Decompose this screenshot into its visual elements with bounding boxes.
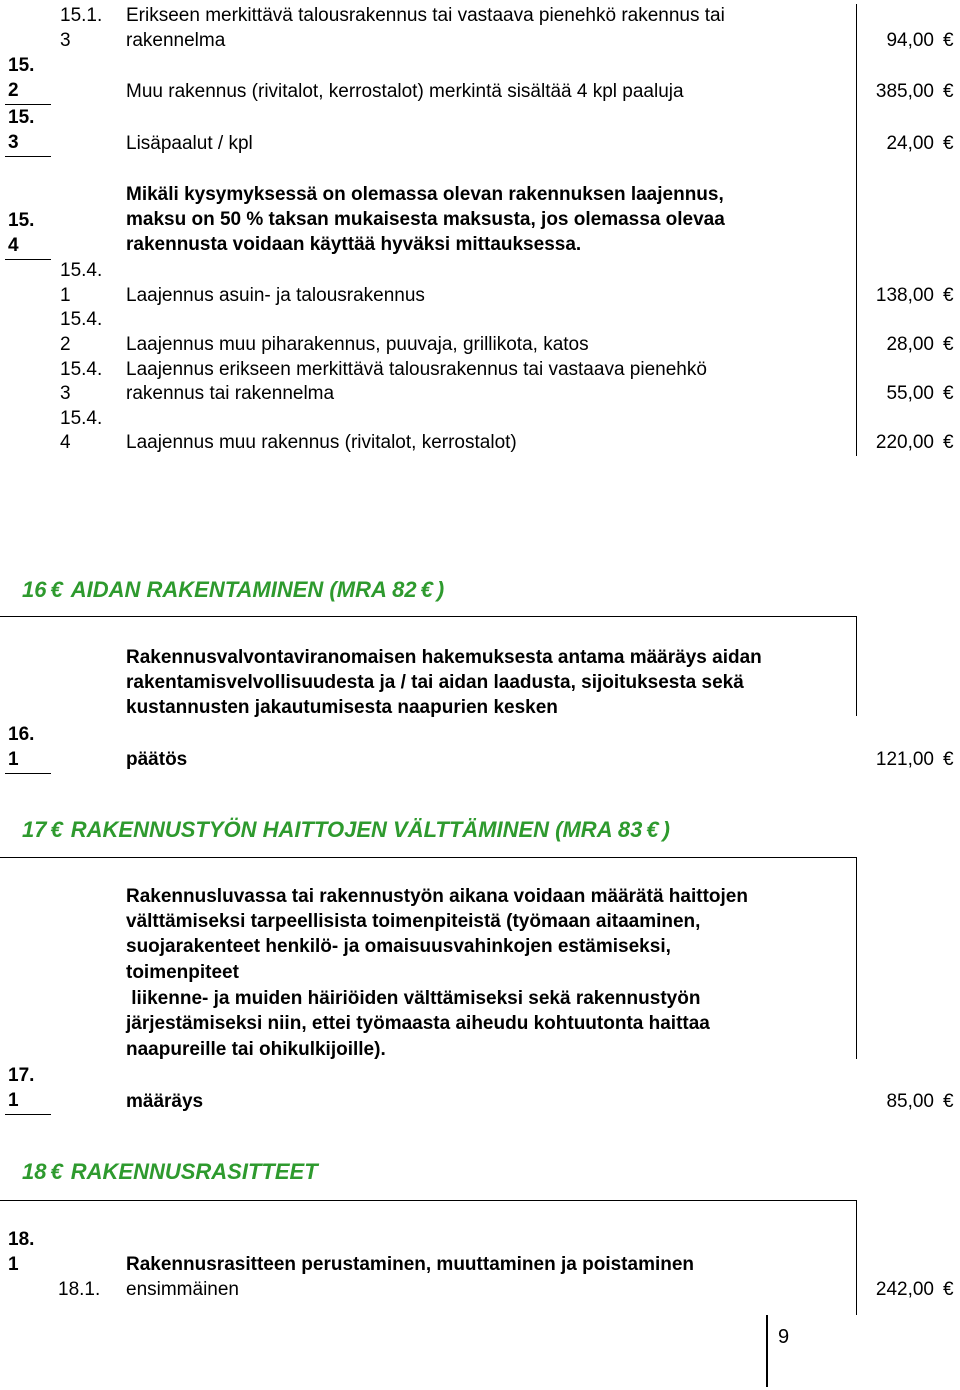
item-description: välttämiseksi tarpeellisista toimenpiteistä (työmaan aitaaminen, — [126, 911, 701, 932]
price: 28,00 — [886, 334, 934, 355]
section-number: 18 — [22, 1159, 47, 1184]
section-divider — [0, 616, 857, 617]
price: 85,00 — [886, 1091, 934, 1112]
euro-symbol: € — [420, 577, 433, 602]
item-number: 4 — [60, 432, 71, 453]
item-number: 3 — [60, 383, 71, 404]
item-description: toimenpiteet — [126, 962, 239, 983]
section-heading-16 — [22, 577, 444, 603]
item-number: 2 — [8, 80, 19, 101]
price: 94,00 — [886, 30, 934, 51]
item-text: Laajennus asuin- ja talousrakennus — [126, 285, 425, 306]
euro-symbol: € — [50, 817, 63, 842]
item-number: 17. — [8, 1065, 35, 1086]
item-description: rakennusta voidaan käyttää hyväksi mittauksessa. — [126, 234, 582, 255]
price: 385,00 — [875, 81, 934, 102]
section-title: AIDAN RAKENTAMINEN (MRA 82 — [70, 577, 417, 602]
item-number: 15. — [8, 210, 35, 231]
item-description: suojarakenteet henkilö- ja omaisuusvahinkojen estämiseksi, — [126, 936, 671, 957]
item-description: naapureille tai ohikulkijoille). — [126, 1039, 386, 1060]
item-text: Laajennus muu piharakennus, puuvaja, grillikota, katos — [126, 334, 589, 355]
item-number: 4 — [8, 235, 19, 256]
euro-symbol: € — [943, 432, 954, 453]
euro-symbol: € — [943, 749, 954, 770]
euro-symbol: € — [50, 577, 63, 602]
item-number: 15. — [8, 107, 35, 128]
price-column-divider — [856, 616, 857, 716]
section-heading-17 — [22, 817, 670, 843]
item-description: maksu on 50 % taksan mukaisesta maksusta, jos olemassa olevaa — [126, 209, 725, 230]
section-number: 17 — [22, 817, 47, 842]
item-number: 1 — [8, 749, 19, 770]
item-number: 1 — [60, 285, 71, 306]
section-title: RAKENNUSRASITTEET — [70, 1159, 318, 1184]
item-text: Erikseen merkittävä talousrakennus tai vastaava pienehkö rakennus tai — [126, 5, 725, 26]
section-heading-close: ) — [662, 817, 670, 842]
euro-symbol: € — [646, 817, 659, 842]
euro-symbol: € — [943, 133, 954, 154]
item-label: määräys — [126, 1091, 204, 1112]
item-number: 18. — [8, 1229, 35, 1250]
price: 138,00 — [875, 285, 934, 306]
item-text: Laajennus erikseen merkittävä talousrakennus tai vastaava pienehkö — [126, 359, 707, 380]
item-number: 3 — [8, 132, 19, 153]
item-description: Mikäli kysymyksessä on olemassa olevan rakennuksen laajennus, — [126, 184, 724, 205]
number-underline — [5, 156, 51, 157]
euro-symbol: € — [943, 1279, 954, 1300]
section-heading-close: ) — [436, 577, 445, 602]
page-number-divider — [766, 1315, 768, 1387]
number-underline — [5, 773, 51, 774]
item-number: 15. — [8, 55, 35, 76]
item-number: 2 — [60, 334, 71, 355]
item-description: järjestämiseksi niin, ettei työmaasta aiheudu kohtuutonta haittaa — [126, 1013, 710, 1034]
section-heading-18 — [22, 1159, 318, 1185]
price: 220,00 — [875, 432, 934, 453]
item-number: 15.4. — [60, 309, 103, 330]
euro-symbol: € — [943, 383, 954, 404]
number-underline — [5, 1114, 51, 1115]
item-description: Rakennusluvassa tai rakennustyön aikana voidaan määrätä haittojen — [126, 886, 748, 907]
item-text: rakennus tai rakennelma — [126, 383, 335, 404]
euro-symbol: € — [943, 30, 954, 51]
euro-symbol: € — [943, 1091, 954, 1112]
price: 55,00 — [886, 383, 934, 404]
price: 242,00 — [875, 1279, 934, 1300]
item-label: päätös — [126, 749, 188, 770]
section-number: 16 — [22, 577, 47, 602]
item-number: 16. — [8, 724, 35, 745]
price: 121,00 — [875, 749, 934, 770]
item-number: 15.4. — [60, 359, 103, 380]
item-label: ensimmäinen — [126, 1279, 239, 1300]
section-divider — [0, 857, 857, 858]
euro-symbol: € — [50, 1159, 63, 1184]
item-number: 18.1. — [58, 1279, 101, 1300]
item-text: Muu rakennus (rivitalot, kerrostalot) merkintä sisältää 4 kpl paaluja — [126, 81, 684, 102]
page-number: 9 — [778, 1326, 790, 1348]
item-number: 1 — [8, 1254, 19, 1275]
price-column-divider — [856, 857, 857, 1059]
section-title: RAKENNUSTYÖN HAITTOJEN VÄLTTÄMINEN (MRA 83 — [70, 817, 643, 842]
item-text: Laajennus muu rakennus (rivitalot, kerrostalot) — [126, 432, 517, 453]
item-text: Lisäpaalut / kpl — [126, 133, 253, 154]
price: 24,00 — [886, 133, 934, 154]
item-description: Rakennusrasitteen perustaminen, muuttaminen ja poistaminen — [126, 1254, 695, 1275]
euro-symbol: € — [943, 334, 954, 355]
euro-symbol: € — [943, 81, 954, 102]
item-number-15-1-3a: 15.1. — [60, 5, 103, 26]
item-description: rakentamisvelvollisuudesta ja / tai aidan laadusta, sijoituksesta sekä — [126, 672, 744, 693]
item-number: 1 — [8, 1090, 19, 1111]
number-underline — [5, 259, 51, 260]
section-divider — [0, 1200, 857, 1201]
item-text: rakennelma — [126, 30, 226, 51]
euro-symbol: € — [943, 285, 954, 306]
item-description: kustannusten jakautumisesta naapurien kesken — [126, 697, 558, 718]
item-description: liikenne- ja muiden häiriöiden välttämiseksi sekä rakennustyön — [126, 988, 701, 1009]
item-description: Rakennusvalvontaviranomaisen hakemuksesta antama määräys aidan — [126, 647, 762, 668]
item-number-15-1-3b: 3 — [60, 30, 71, 51]
item-number: 15.4. — [60, 260, 103, 281]
item-number: 15.4. — [60, 408, 103, 429]
